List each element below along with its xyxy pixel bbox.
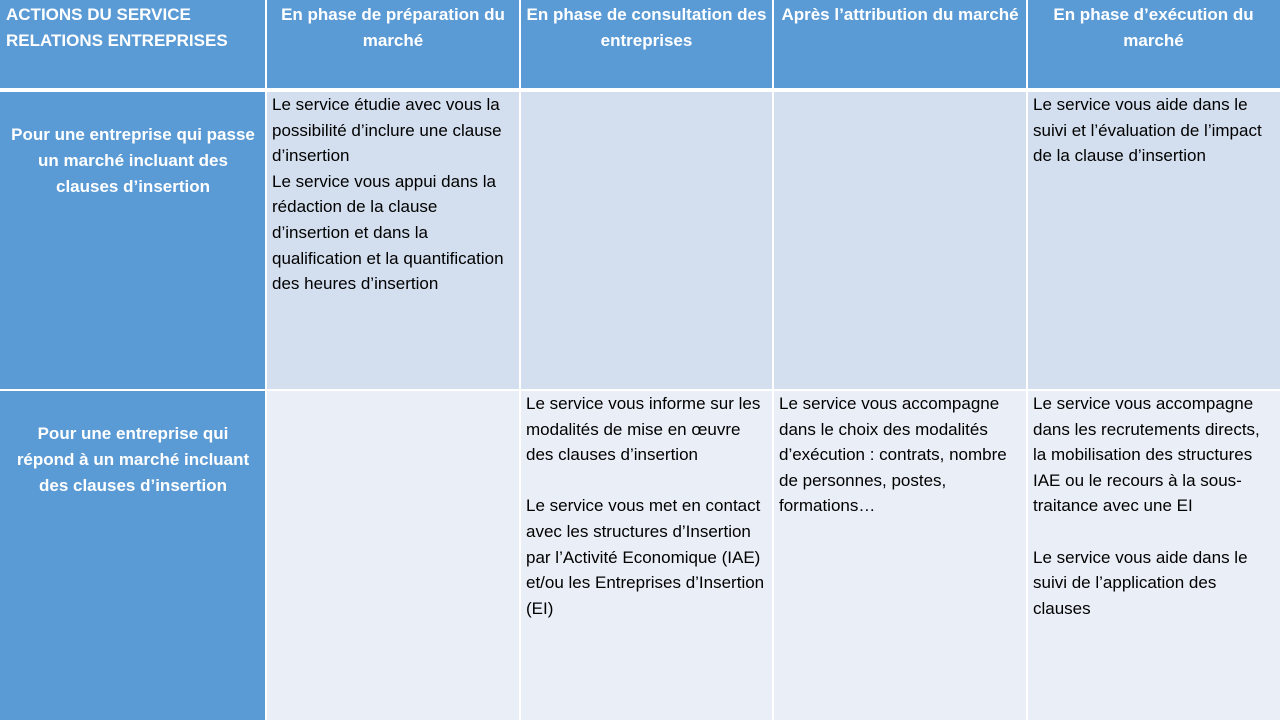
- cell-passe-consultation: [520, 92, 773, 389]
- row-label-passe-marche: Pour une entreprise qui passe un marché incluant des clauses d’insertion: [0, 92, 266, 389]
- row-divider: [0, 389, 1280, 391]
- cell-repond-execution: [1027, 391, 1280, 720]
- cell-text: Le service vous aide dans le suivi et l’évaluation de l’impact de la clause d’insertion: [1033, 95, 1262, 166]
- column-divider: [265, 0, 267, 720]
- cell-text: Le service vous accompagne dans les recrutements directs, la mobilisation des structures IAE ou le recours à la sous-traitance avec une EI: [1033, 394, 1260, 516]
- cell-repond-preparation: [266, 391, 520, 720]
- header-consultation: En phase de consultation des entreprises: [520, 0, 773, 88]
- header-attribution: Après l’attribution du marché: [773, 0, 1027, 88]
- header-divider: [0, 88, 1280, 92]
- cell-text: Le service vous aide dans le suivi de l’application des clauses: [1033, 547, 1248, 618]
- column-divider: [519, 0, 521, 720]
- cell-text: Le service vous met en contact avec les structures d’Insertion par l’Activité Economique (IAE) et/ou les Entreprises d’Insertion (EI): [526, 496, 765, 618]
- header-preparation: En phase de préparation du marché: [266, 0, 520, 88]
- column-divider: [1026, 0, 1028, 720]
- cell-text: Le service vous accompagne dans le choix des modalités d’exécution : contrats, nombre de personnes, postes, formations…: [779, 394, 1007, 516]
- cell-text: Le service étudie avec vous la possibilité d’inclure une clause d’insertion: [272, 95, 502, 166]
- cell-passe-attribution: [773, 92, 1027, 389]
- column-divider: [772, 0, 774, 720]
- cell-repond-attribution: [773, 391, 1027, 720]
- cell-passe-execution: [1027, 92, 1280, 389]
- cell-text: Le service vous informe sur les modalités de mise en œuvre des clauses d’insertion: [526, 394, 761, 465]
- header-actions: ACTIONS DU SERVICE RELATIONS ENTREPRISES: [0, 0, 266, 88]
- cell-text: Le service vous appui dans la rédaction de la clause d’insertion et dans la qualification et la quantification des heures d’insertion: [272, 171, 504, 294]
- cell-repond-consultation: [520, 391, 773, 720]
- row-label-repond-marche: Pour une entreprise qui répond à un marché incluant des clauses d’insertion: [0, 391, 266, 720]
- header-execution: En phase d’exécution du marché: [1027, 0, 1280, 88]
- cell-passe-preparation: [266, 92, 520, 389]
